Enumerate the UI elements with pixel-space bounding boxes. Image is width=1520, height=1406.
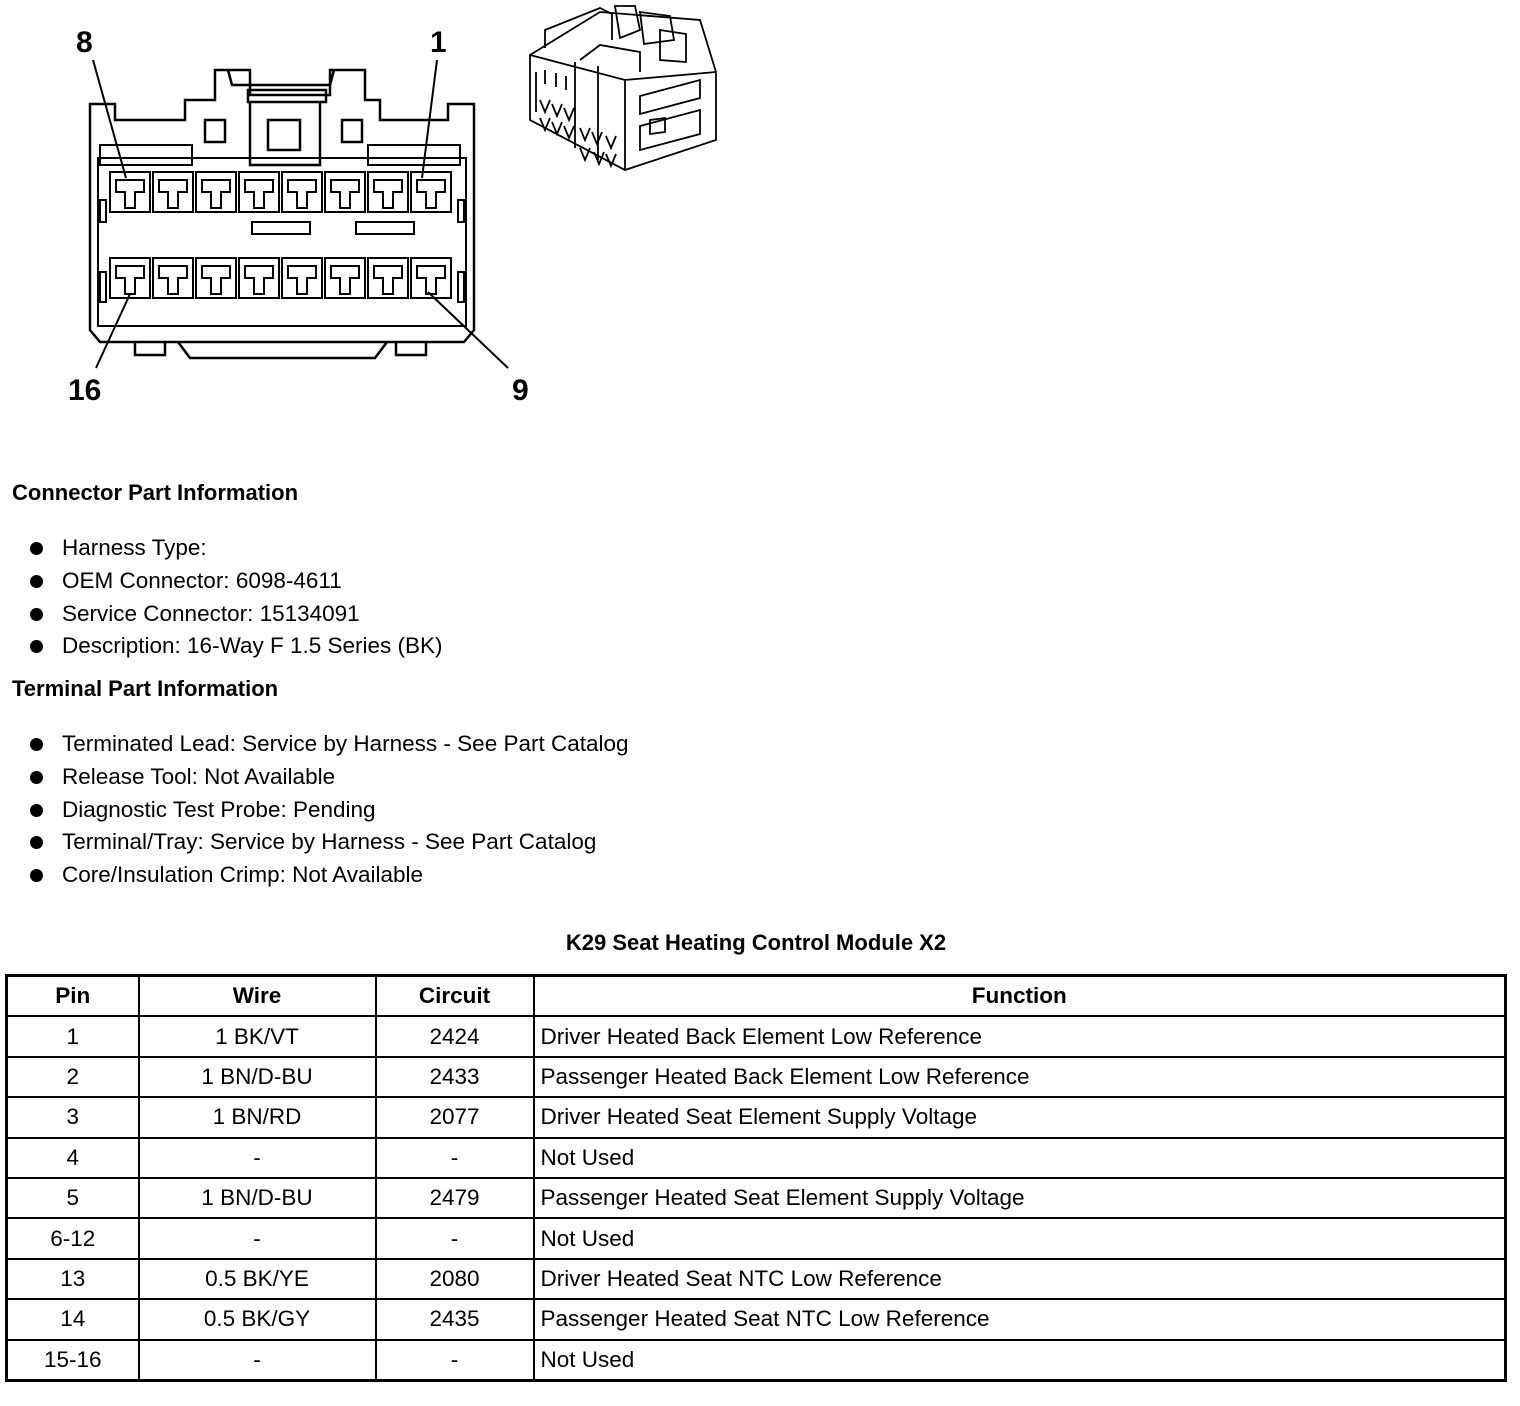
table-row bbox=[7, 1299, 1506, 1339]
cell-circuit: 2433 bbox=[376, 1057, 534, 1097]
list-item: Terminal/Tray: Service by Harness - See Part Catalog bbox=[30, 826, 629, 859]
connector-info-list bbox=[30, 532, 443, 663]
bullet-icon bbox=[30, 542, 43, 555]
table-row bbox=[7, 1057, 1506, 1097]
cell-circuit: - bbox=[376, 1138, 534, 1178]
cell-pin: 14 bbox=[7, 1299, 139, 1339]
pin-cavity bbox=[325, 258, 365, 298]
list-item: Service Connector: 15134091 bbox=[30, 598, 443, 631]
header-circuit: Circuit bbox=[376, 976, 534, 1017]
pin-label-8: 8 bbox=[76, 26, 93, 59]
bullet-icon bbox=[30, 608, 43, 621]
cell-pin: 2 bbox=[7, 1057, 139, 1097]
list-item: Terminated Lead: Service by Harness - See Part Catalog bbox=[30, 728, 629, 761]
pin-label-9: 9 bbox=[512, 374, 529, 407]
pin-cavity bbox=[110, 172, 150, 212]
pin-label-1: 1 bbox=[430, 26, 447, 59]
table-row bbox=[7, 1138, 1506, 1178]
table-row bbox=[7, 1097, 1506, 1137]
list-item: Harness Type: bbox=[30, 532, 443, 565]
pin-cavity bbox=[411, 258, 451, 298]
table-body bbox=[7, 1016, 1506, 1380]
cell-function: Not Used bbox=[534, 1340, 1506, 1381]
cell-pin: 15-16 bbox=[7, 1340, 139, 1381]
cell-circuit: 2077 bbox=[376, 1097, 534, 1137]
cell-circuit: - bbox=[376, 1218, 534, 1258]
cell-pin: 4 bbox=[7, 1138, 139, 1178]
cell-circuit: 2479 bbox=[376, 1178, 534, 1218]
cell-function: Passenger Heated Seat NTC Low Reference bbox=[534, 1299, 1506, 1339]
cell-circuit: 2435 bbox=[376, 1299, 534, 1339]
list-item: Core/Insulation Crimp: Not Available bbox=[30, 859, 629, 892]
bullet-icon bbox=[30, 738, 43, 751]
cell-wire: 1 BK/VT bbox=[139, 1016, 376, 1056]
table-row bbox=[7, 1259, 1506, 1299]
table-title: K29 Seat Heating Control Module X2 bbox=[565, 930, 947, 955]
cell-function: Driver Heated Back Element Low Reference bbox=[534, 1016, 1506, 1056]
terminal-info-list bbox=[30, 728, 629, 892]
bullet-icon bbox=[30, 804, 43, 817]
table-row bbox=[7, 1016, 1506, 1056]
pin-label-16: 16 bbox=[68, 374, 102, 407]
table-header-row bbox=[7, 976, 1506, 1017]
pin-cavity bbox=[282, 258, 322, 298]
pin-cavity bbox=[368, 172, 408, 212]
cell-function: Not Used bbox=[534, 1218, 1506, 1258]
cell-pin: 6-12 bbox=[7, 1218, 139, 1258]
cell-circuit: 2424 bbox=[376, 1016, 534, 1056]
cell-wire: - bbox=[139, 1138, 376, 1178]
cell-function: Driver Heated Seat Element Supply Voltage bbox=[534, 1097, 1506, 1137]
cell-wire: 1 BN/D-BU bbox=[139, 1057, 376, 1097]
cell-function: Driver Heated Seat NTC Low Reference bbox=[534, 1259, 1506, 1299]
cell-pin: 5 bbox=[7, 1178, 139, 1218]
cell-circuit: 2080 bbox=[376, 1259, 534, 1299]
list-item: OEM Connector: 6098-4611 bbox=[30, 565, 443, 598]
cell-circuit: - bbox=[376, 1340, 534, 1381]
cell-pin: 3 bbox=[7, 1097, 139, 1137]
cell-wire: 0.5 BK/GY bbox=[139, 1299, 376, 1339]
table-row bbox=[7, 1340, 1506, 1381]
pin-cavity bbox=[196, 172, 236, 212]
pin-cavity bbox=[239, 258, 279, 298]
pin-cavity bbox=[196, 258, 236, 298]
connector-latch bbox=[228, 70, 334, 85]
pin-cavity bbox=[411, 172, 451, 212]
list-item: Diagnostic Test Probe: Pending bbox=[30, 794, 629, 827]
pin-cavity bbox=[239, 172, 279, 212]
bullet-icon bbox=[30, 869, 43, 882]
cell-wire: 1 BN/RD bbox=[139, 1097, 376, 1137]
pin-cavity bbox=[153, 258, 193, 298]
connector-diagram bbox=[0, 0, 760, 420]
cell-wire: - bbox=[139, 1340, 376, 1381]
terminal-info-title: Terminal Part Information bbox=[12, 676, 279, 701]
pinout-table bbox=[5, 974, 1507, 1382]
cell-function: Not Used bbox=[534, 1138, 1506, 1178]
header-pin: Pin bbox=[7, 976, 139, 1017]
pin-cavity bbox=[110, 258, 150, 298]
pin-cavity bbox=[153, 172, 193, 212]
cell-pin: 1 bbox=[7, 1016, 139, 1056]
cell-wire: - bbox=[139, 1218, 376, 1258]
cell-wire: 0.5 BK/YE bbox=[139, 1259, 376, 1299]
header-wire: Wire bbox=[139, 976, 376, 1017]
bullet-icon bbox=[30, 640, 43, 653]
cell-pin: 13 bbox=[7, 1259, 139, 1299]
bullet-icon bbox=[30, 771, 43, 784]
table-row bbox=[7, 1178, 1506, 1218]
bullet-icon bbox=[30, 836, 43, 849]
cell-function: Passenger Heated Seat Element Supply Voltage bbox=[534, 1178, 1506, 1218]
pin-cavity bbox=[325, 172, 365, 212]
connector-3d-view bbox=[530, 6, 716, 170]
cell-function: Passenger Heated Back Element Low Reference bbox=[534, 1057, 1506, 1097]
table-row bbox=[7, 1218, 1506, 1258]
pin-cavity bbox=[368, 258, 408, 298]
header-function: Function bbox=[534, 976, 1506, 1017]
list-item: Description: 16-Way F 1.5 Series (BK) bbox=[30, 630, 443, 663]
bullet-icon bbox=[30, 575, 43, 588]
cell-wire: 1 BN/D-BU bbox=[139, 1178, 376, 1218]
list-item: Release Tool: Not Available bbox=[30, 761, 629, 794]
connector-info-title: Connector Part Information bbox=[12, 480, 299, 505]
pin-cavity bbox=[282, 172, 322, 212]
